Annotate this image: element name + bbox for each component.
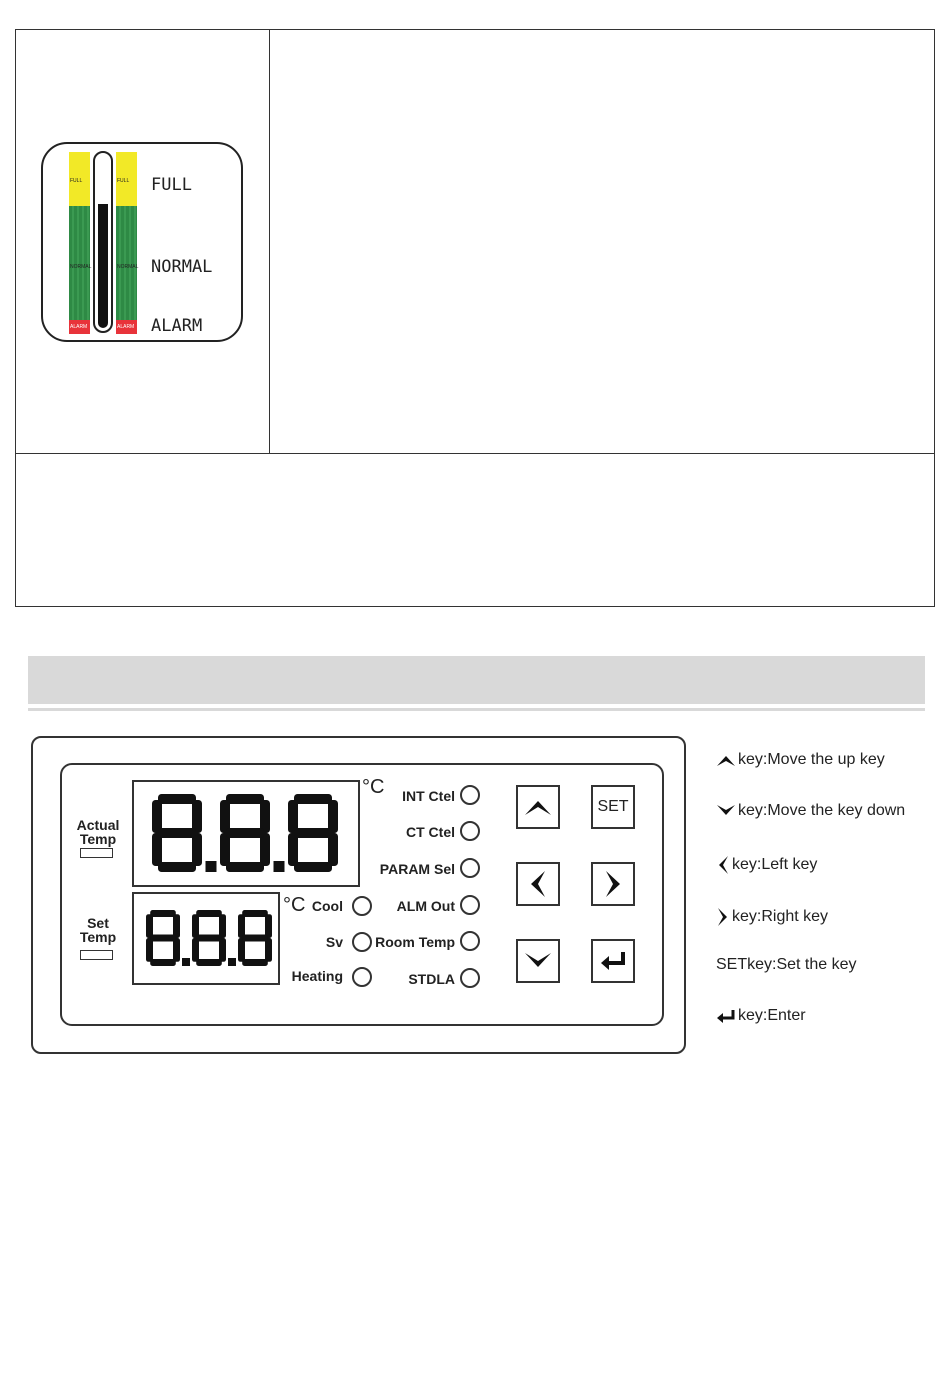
segment-a: [150, 910, 176, 917]
actual-temp-display: [132, 780, 360, 887]
decimal-point: [228, 958, 236, 966]
down-arrow-icon: [523, 951, 553, 971]
indicator-label-room-temp: Room Temp: [375, 934, 455, 950]
left-key-button[interactable]: [516, 862, 560, 906]
up-key-button[interactable]: [516, 785, 560, 829]
table-row: [16, 30, 934, 454]
segment-f: [192, 914, 199, 938]
segment-b: [219, 914, 226, 938]
legend-enter-key: key:Enter: [716, 1007, 806, 1025]
indicator-label-alm-out: ALM Out: [396, 898, 455, 914]
segment-a: [294, 794, 332, 804]
right-key-button[interactable]: [591, 862, 635, 906]
legend-set-key: SETkey:Set the key: [716, 956, 857, 973]
legend-down-key: key:Move the key down: [716, 802, 905, 820]
segment-e: [238, 938, 245, 962]
indicator-label-heating: Heating: [291, 968, 343, 984]
segment-g: [226, 828, 264, 838]
indicator-led-int-ctel: [460, 785, 480, 805]
strip-alarm-text: ALARM: [117, 324, 135, 330]
indicator-led-param-sel: [460, 858, 480, 878]
segment-b: [328, 800, 338, 833]
section-divider: [28, 708, 925, 711]
gauge-cell: [16, 30, 270, 453]
segment-g: [242, 935, 268, 942]
indicator-led-cool: [352, 896, 372, 916]
up-arrow-icon: [716, 753, 736, 767]
segment-b: [173, 914, 180, 938]
indicator-led-ct-ctel: [460, 821, 480, 841]
legend-left-key: key:Left key: [716, 855, 817, 875]
set-temp-display: [132, 892, 280, 985]
segment-e: [288, 833, 298, 866]
segment-f: [146, 914, 153, 938]
right-arrow-icon: [603, 869, 623, 899]
segment-f: [288, 800, 298, 833]
decimal-point: [274, 861, 285, 872]
legend-up-key: key:Move the up key: [716, 751, 885, 769]
strip-full-text: FULL: [70, 178, 83, 184]
segment-e: [146, 938, 153, 962]
segment-e: [152, 833, 162, 866]
segment-c: [260, 833, 270, 866]
indicator-label-param-sel: PARAM Sel: [379, 861, 455, 877]
strip-normal-text: NORMAL: [117, 264, 139, 270]
enter-icon: [598, 949, 628, 973]
segment-c: [265, 938, 272, 962]
segment-d: [196, 959, 222, 966]
down-arrow-icon: [716, 804, 736, 818]
gauge-label-normal: NORMAL: [151, 257, 213, 277]
segment-e: [192, 938, 199, 962]
segment-b: [260, 800, 270, 833]
indicator-label-cool: Cool: [311, 898, 343, 914]
segment-g: [158, 828, 196, 838]
left-arrow-icon: [528, 869, 548, 899]
seven-segment-main: [134, 782, 358, 885]
segment-b: [265, 914, 272, 938]
gauge-label-alarm: ALARM: [151, 316, 203, 336]
legend-right-key: key:Right key: [716, 907, 828, 927]
level-gauge: [41, 142, 243, 342]
decimal-point: [206, 861, 217, 872]
segment-g: [294, 828, 332, 838]
level-strip-right: [116, 152, 137, 334]
level-tube: [93, 151, 113, 333]
segment-d: [150, 959, 176, 966]
indicator-label-stdla: STDLA: [408, 971, 455, 987]
unit-sub: °C: [283, 894, 306, 916]
level-fill: [98, 204, 108, 328]
indicator-led-stdla: [460, 968, 480, 988]
table-row: [16, 453, 934, 606]
set-temp-label: Set Temp: [79, 915, 117, 945]
indicator-led-sv: [352, 932, 372, 952]
info-table: [15, 29, 935, 607]
segment-f: [220, 800, 230, 833]
segment-e: [220, 833, 230, 866]
segment-c: [328, 833, 338, 866]
segment-c: [173, 938, 180, 962]
segment-b: [192, 800, 202, 833]
seven-segment-sub: [134, 894, 278, 983]
down-key-button[interactable]: [516, 939, 560, 983]
strip-alarm-text: ALARM: [70, 324, 88, 330]
indicator-led-heating: [352, 967, 372, 987]
segment-d: [226, 862, 264, 872]
segment-a: [196, 910, 222, 917]
segment-g: [150, 935, 176, 942]
enter-icon: [716, 1008, 736, 1024]
segment-f: [238, 914, 245, 938]
enter-key-button[interactable]: [591, 939, 635, 983]
segment-a: [242, 910, 268, 917]
segment-a: [158, 794, 196, 804]
level-strip-left: [69, 152, 90, 334]
indicator-led-alm-out: [460, 895, 480, 915]
segment-f: [152, 800, 162, 833]
set-temp-led: [80, 950, 113, 960]
left-arrow-icon: [716, 855, 730, 875]
actual-temp-label: Actual Temp: [76, 817, 120, 847]
segment-d: [158, 862, 196, 872]
set-key-button[interactable]: [591, 785, 635, 829]
indicator-label-ct-ctel: CT Ctel: [406, 824, 455, 840]
segment-a: [226, 794, 264, 804]
description-cell: [269, 30, 934, 453]
right-arrow-icon: [716, 907, 730, 927]
segment-d: [294, 862, 332, 872]
decimal-point: [182, 958, 190, 966]
segment-c: [192, 833, 202, 866]
actual-temp-led: [80, 848, 113, 858]
section-header-band: [28, 656, 925, 704]
gauge-label-full: FULL: [151, 175, 192, 195]
indicator-led-room-temp: [460, 931, 480, 951]
set-key-label: SET: [597, 798, 629, 815]
indicator-label-int-ctel: INT Ctel: [402, 788, 455, 804]
up-arrow-icon: [523, 797, 553, 817]
strip-normal-text: NORMAL: [70, 264, 92, 270]
strip-full-text: FULL: [117, 178, 130, 184]
segment-g: [196, 935, 222, 942]
indicator-label-sv: Sv: [325, 934, 343, 950]
segment-d: [242, 959, 268, 966]
segment-c: [219, 938, 226, 962]
unit-main: °C: [362, 776, 385, 798]
